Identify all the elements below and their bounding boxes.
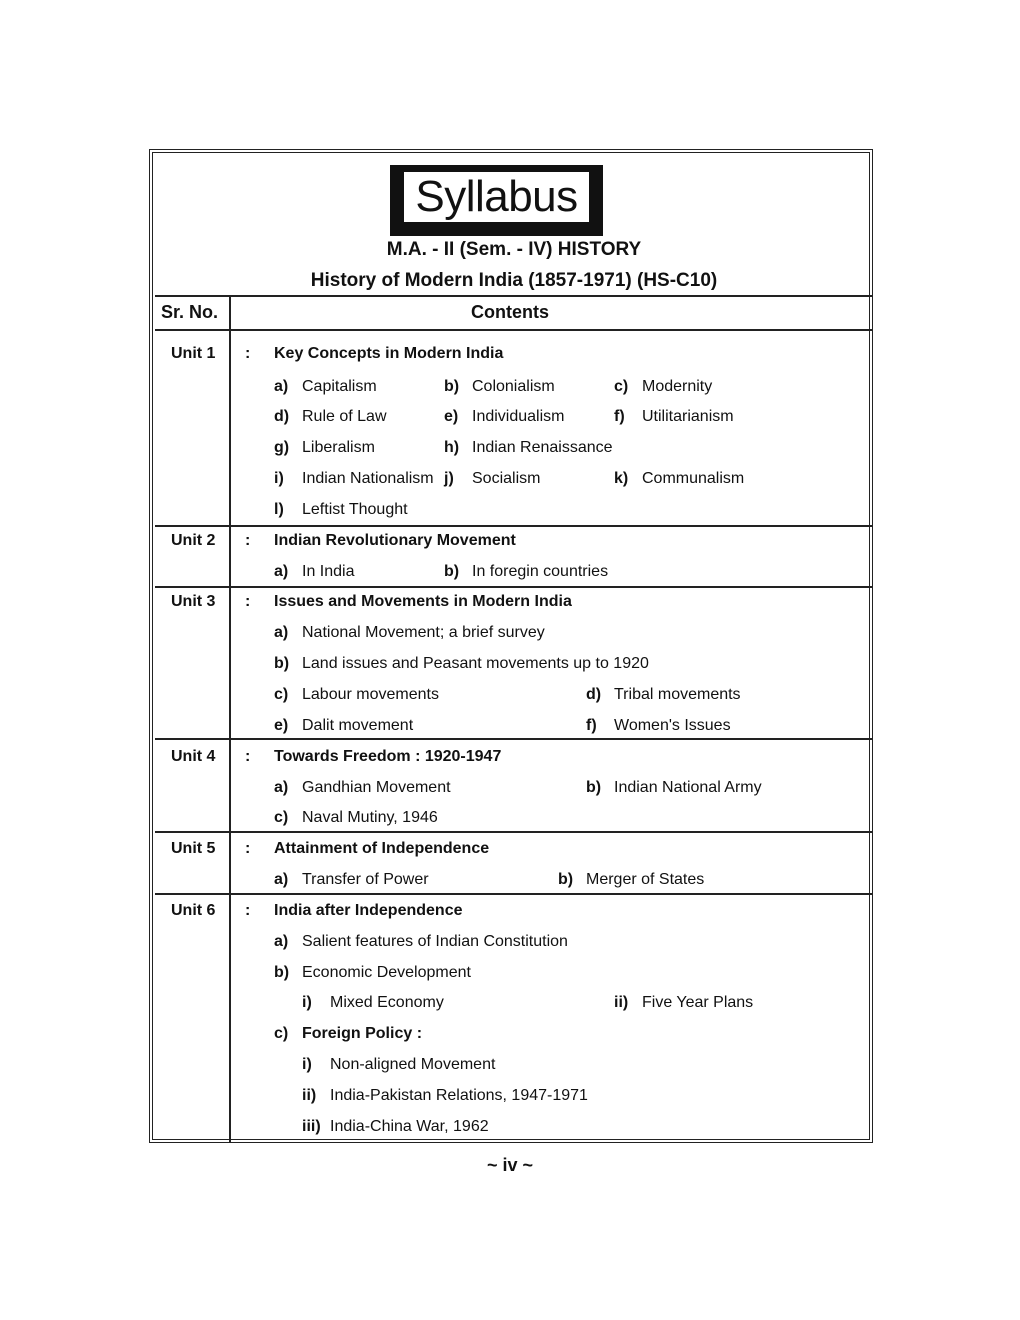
unit-topic: Issues and Movements in Modern India	[274, 593, 572, 610]
unit-separator	[155, 893, 873, 895]
colon: :	[245, 532, 251, 549]
contents-header: Contents	[471, 302, 549, 322]
title-box	[390, 165, 603, 236]
page-border-outer	[152, 152, 870, 1140]
colon: :	[245, 345, 251, 362]
unit-separator	[155, 586, 873, 588]
paper-heading: History of Modern India (1857-1971) (HS-C10)	[310, 270, 718, 291]
unit-label: Unit 3	[171, 593, 216, 610]
unit-separator	[155, 525, 873, 527]
page-title: Syllabus	[404, 172, 589, 222]
colon: :	[245, 840, 251, 857]
column-divider	[229, 296, 231, 1143]
colon: :	[245, 593, 251, 610]
unit-topic: India after Independence	[274, 902, 463, 919]
table-top-rule	[155, 295, 873, 297]
colon: :	[245, 902, 251, 919]
unit-topic: Indian Revolutionary Movement	[274, 532, 516, 549]
header-bottom-rule	[155, 329, 873, 331]
unit-label: Unit 6	[171, 902, 216, 919]
unit-topic: Key Concepts in Modern India	[274, 345, 504, 362]
unit-topic: Towards Freedom : 1920-1947	[274, 748, 502, 765]
unit-label: Unit 4	[171, 748, 216, 765]
unit-label: Unit 1	[171, 345, 216, 362]
unit-separator	[155, 738, 873, 740]
unit-label: Unit 2	[171, 532, 216, 549]
page-number: ~ iv ~	[486, 1155, 534, 1175]
course-heading: M.A. - II (Sem. - IV) HISTORY	[386, 239, 642, 260]
unit-label: Unit 5	[171, 840, 216, 857]
colon: :	[245, 748, 251, 765]
unit-separator	[155, 831, 873, 833]
unit-topic: Attainment of Independence	[274, 840, 490, 857]
sr-no-header: Sr. No.	[161, 302, 219, 322]
